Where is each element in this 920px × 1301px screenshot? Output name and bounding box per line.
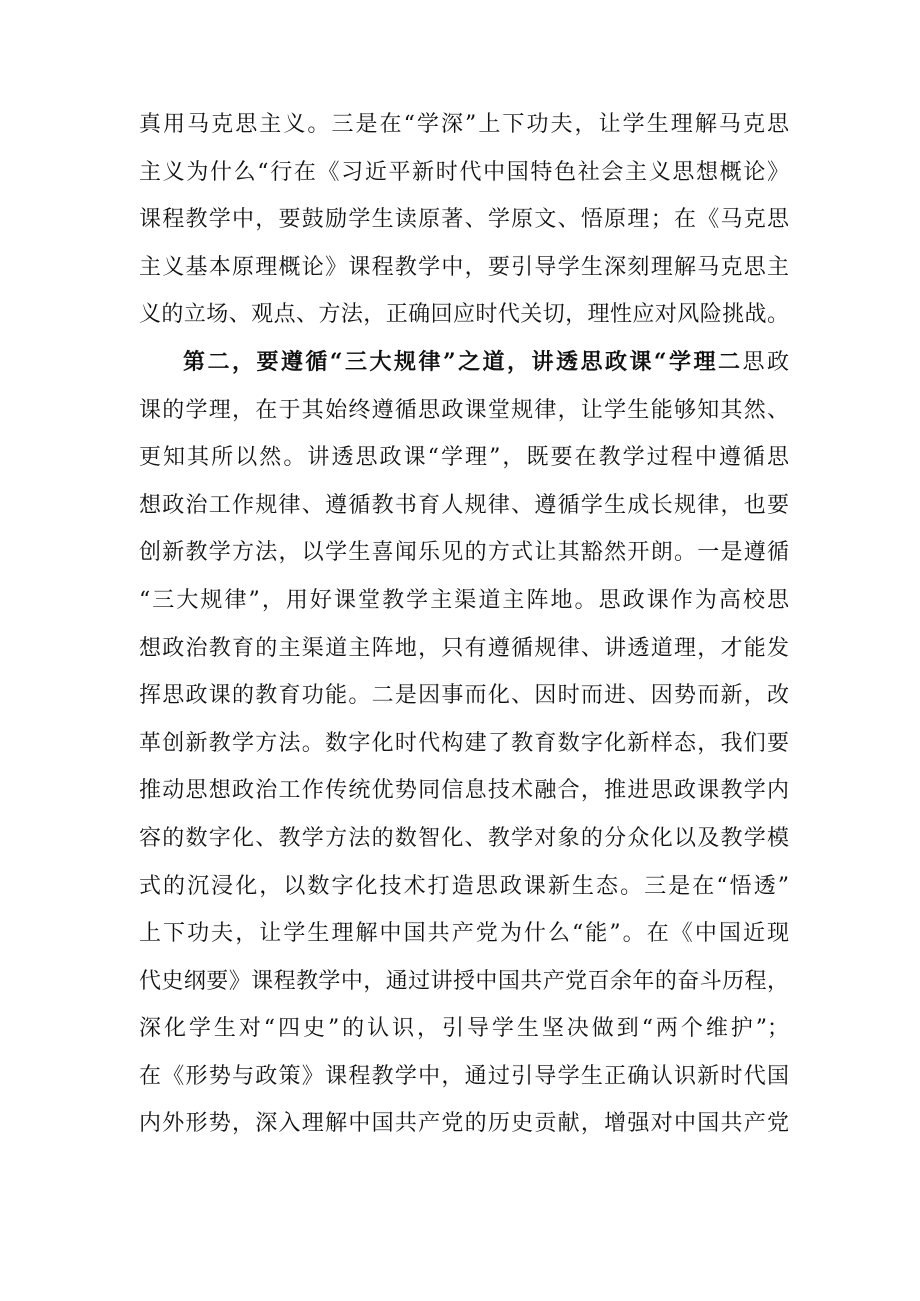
paragraph-line: 更知其所以然。讲透思政课“学理”，既要在教学过程中遵循思: [139, 445, 789, 471]
section-heading-line: [139, 339, 789, 387]
paragraph-line: 容的数字化、教学方法的数智化、教学对象的分众化以及教学模: [139, 825, 789, 851]
paragraph-line: 推动思想政治工作传统优势同信息技术融合，推进思政课教学内: [139, 778, 789, 804]
paragraph-line: 主义为什么“行在《习近平新时代中国特色社会主义思想概论》: [139, 159, 789, 185]
paragraph-line: 上下功夫，让学生理解中国共产党为什么“能”。在《中国近现: [139, 921, 789, 947]
paragraph-line: 义的立场、观点、方法，正确回应时代关切，理性应对风险挑战。: [139, 302, 789, 328]
paragraph-line: 课的学理，在于其始终遵循思政课堂规律，让学生能够知其然、: [139, 397, 789, 423]
paragraph-line: 创新教学方法，以学生喜闻乐见的方式让其豁然开朗。一是遵循: [139, 540, 789, 566]
paragraph-line: 课程教学中，要鼓励学生读原著、学原文、悟原理；在《马克思: [139, 207, 789, 233]
paragraph-line: 主义基本原理概论》课程教学中，要引导学生深刻理解马克思主: [139, 254, 789, 280]
paragraph-line: 革创新教学方法。数字化时代构建了教育数字化新样态，我们要: [139, 730, 789, 756]
paragraph-line: 深化学生对“四史”的认识，引导学生坚决做到“两个维护”；: [139, 1016, 789, 1042]
paragraph-line: “三大规律”，用好课堂教学主渠道主阵地。思政课作为高校思: [139, 587, 789, 613]
paragraph-line: 式的沉浸化，以数字化技术打造思政课新生态。三是在“悟透”: [139, 873, 789, 899]
paragraph-line: 在《形势与政策》课程教学中，通过引导学生正确认识新时代国: [139, 1063, 789, 1089]
body-text: [139, 101, 789, 1148]
paragraph-line: 代史纲要》课程教学中，通过讲授中国共产党百余年的奋斗历程，: [139, 968, 789, 994]
paragraph-line: 真用马克思主义。三是在“学深”上下功夫，让学生理解马克思: [139, 112, 789, 137]
section-heading: 第二，要遵循“三大规律”之道，讲透思政课“学理二: [183, 348, 743, 375]
paragraph-line: 想政治工作规律、遵循教书育人规律、遵循学生成长规律，也要: [139, 492, 789, 518]
paragraph-line: 想政治教育的主渠道主阵地，只有遵循规律、讲透道理，才能发: [139, 635, 789, 661]
heading-continuation: 思政: [742, 349, 789, 375]
paragraph-line: 内外形势，深入理解中国共产党的历史贡献，增强对中国共产党: [139, 1111, 789, 1137]
paragraph-line: 挥思政课的教育功能。二是因事而化、因时而进、因势而新，改: [139, 683, 789, 709]
